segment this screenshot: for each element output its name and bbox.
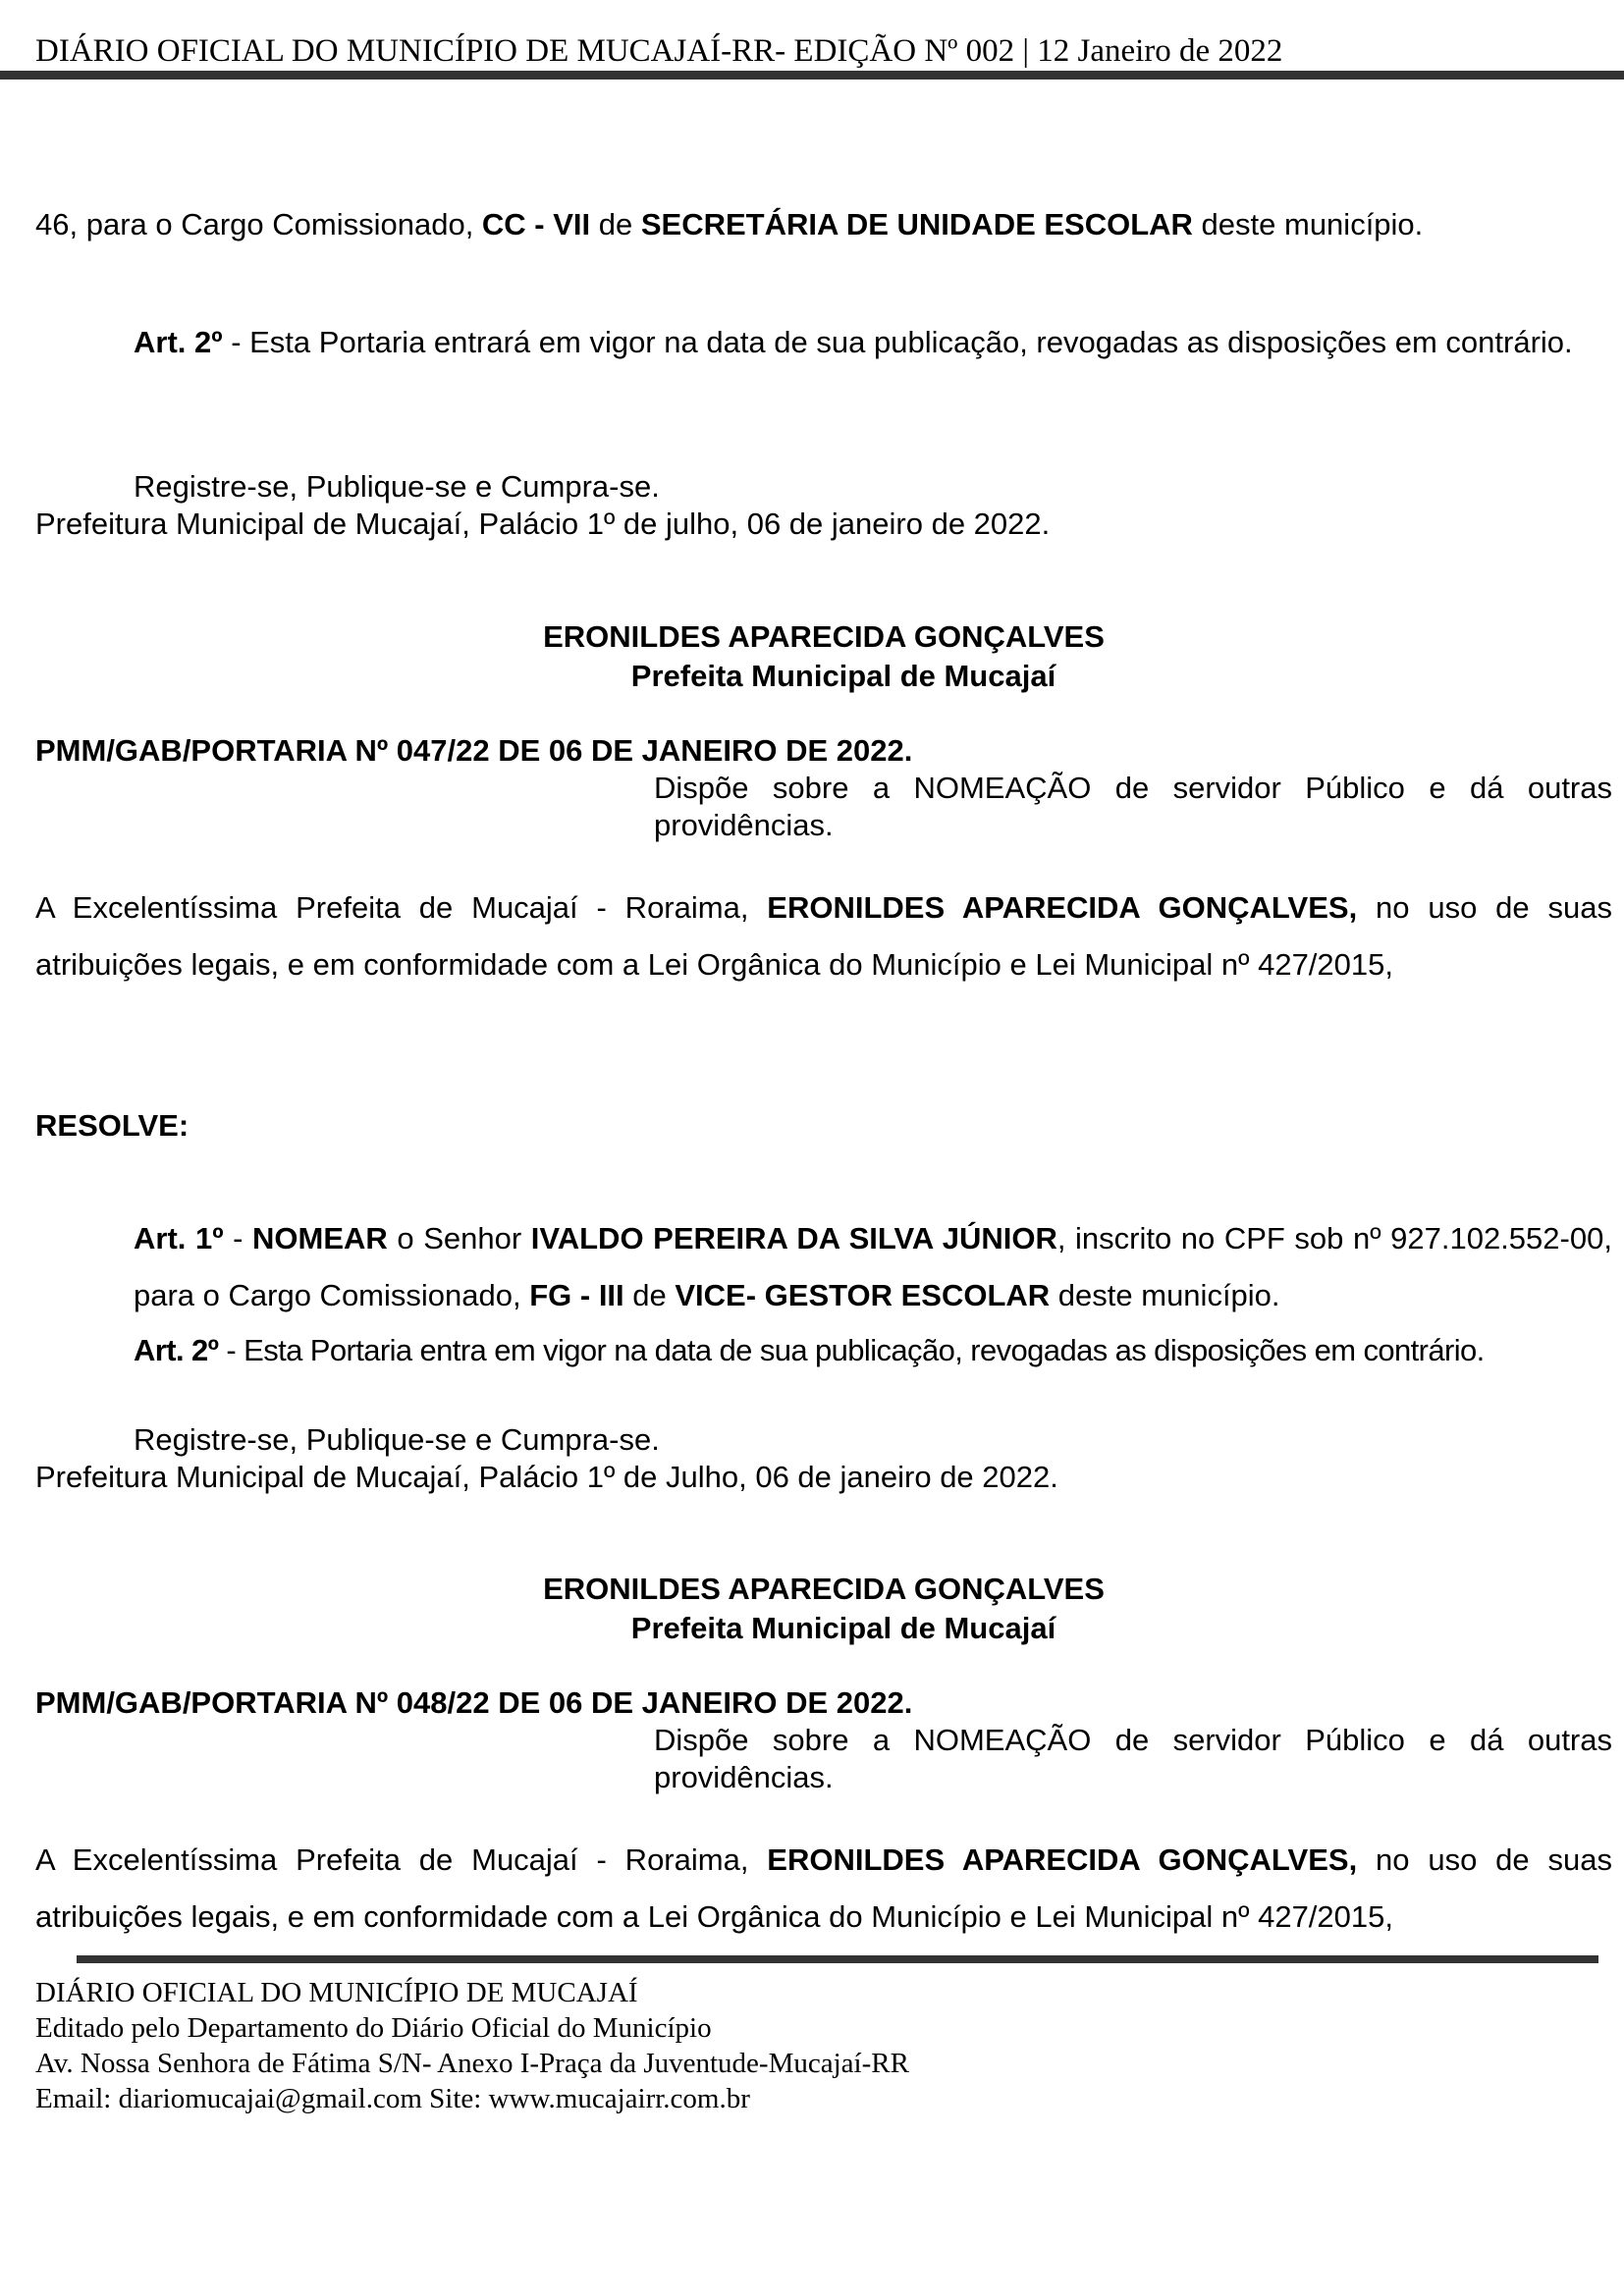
section2-place-date: Prefeitura Municipal de Mucajaí, Palácio 1º de Julho, 06 de janeiro de 2022. bbox=[35, 1460, 1058, 1494]
section2-signer-name: ERONILDES APARECIDA GONÇALVES bbox=[543, 1572, 1105, 1606]
footer-line-4: Email: diariomucajai@gmail.com Site: www.mucajairr.com.br bbox=[35, 2083, 750, 2114]
section2-preamble: A Excelentíssima Prefeita de Mucajaí - Roraima, ERONILDES APARECIDA GONÇALVES, no uso de suas atribuições legais, e em conformidade com a Lei Orgânica do Município e Lei Municipal nº 427/2015, bbox=[35, 890, 1612, 982]
page-header-title: DIÁRIO OFICIAL DO MUNICÍPIO DE MUCAJAÍ-RR- EDIÇÃO Nº 002 | 12 Janeiro de 2022 bbox=[35, 33, 1283, 69]
footer-line-1: DIÁRIO OFICIAL DO MUNICÍPIO DE MUCAJAÍ bbox=[35, 1977, 638, 2008]
section2-art2: Art. 2º - Esta Portaria entra em vigor na data de sua publicação, revogadas as disposições em contrário. bbox=[134, 1333, 1485, 1367]
section1-continuation: 46, para o Cargo Comissionado, CC - VII de SECRETÁRIA DE UNIDADE ESCOLAR deste município. bbox=[35, 207, 1424, 241]
section2-portaria-title: PMM/GAB/PORTARIA Nº 047/22 DE 06 DE JANEIRO DE 2022. bbox=[35, 733, 913, 768]
footer-rule bbox=[77, 1955, 1598, 1963]
footer-line-2: Editado pelo Departamento do Diário Oficial do Município bbox=[35, 2012, 712, 2044]
footer-line-3: Av. Nossa Senhora de Fátima S/N- Anexo I-Praça da Juventude-Mucajaí-RR bbox=[35, 2048, 909, 2079]
section3-portaria-title: PMM/GAB/PORTARIA Nº 048/22 DE 06 DE JANEIRO DE 2022. bbox=[35, 1685, 913, 1720]
section2-registre: Registre-se, Publique-se e Cumpra-se. bbox=[134, 1422, 660, 1457]
section1-signer-title: Prefeita Municipal de Mucajaí bbox=[630, 659, 1056, 693]
section2-signer-title: Prefeita Municipal de Mucajaí bbox=[630, 1611, 1056, 1645]
section2-resolve: RESOLVE: bbox=[35, 1108, 189, 1143]
section2-art1: Art. 1º - NOMEAR o Senhor IVALDO PEREIRA DA SILVA JÚNIOR, inscrito no CPF sob nº 927.102.552-00, para o Cargo Comissionado, FG - III de VICE- GESTOR ESCOLAR deste município. bbox=[134, 1221, 1612, 1312]
section1-signer-name: ERONILDES APARECIDA GONÇALVES bbox=[543, 619, 1105, 654]
section1-art2: Art. 2º - Esta Portaria entrará em vigor na data de sua publicação, revogadas as disposições em contrário. bbox=[134, 325, 1573, 359]
section1-registre: Registre-se, Publique-se e Cumpra-se. bbox=[134, 469, 660, 504]
section2-ementa: Dispõe sobre a NOMEAÇÃO de servidor Público e dá outras providências. bbox=[654, 771, 1612, 842]
header-rule bbox=[0, 71, 1624, 80]
section1-place-date: Prefeitura Municipal de Mucajaí, Palácio 1º de julho, 06 de janeiro de 2022. bbox=[35, 507, 1051, 541]
section3-ementa: Dispõe sobre a NOMEAÇÃO de servidor Público e dá outras providências. bbox=[654, 1723, 1612, 1794]
section3-preamble: A Excelentíssima Prefeita de Mucajaí - Roraima, ERONILDES APARECIDA GONÇALVES, no uso de suas atribuições legais, e em conformidade com a Lei Orgânica do Município e Lei Municipal nº 427/2015, bbox=[35, 1842, 1612, 1934]
